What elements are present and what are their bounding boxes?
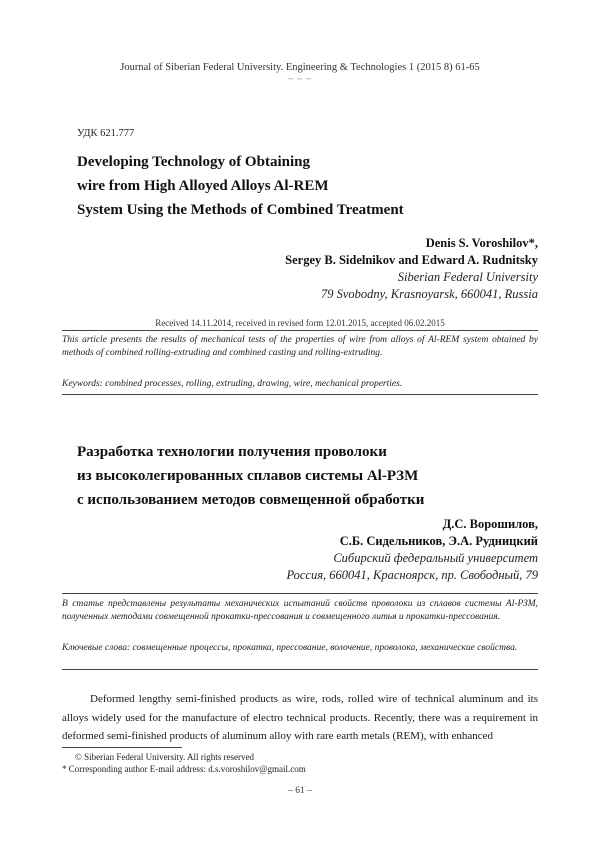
russian-affiliation-line: Сибирский федеральный университет: [333, 551, 538, 565]
russian-author-line: С.Б. Сидельников, Э.А. Рудницкий: [339, 534, 538, 548]
english-authors: [285, 235, 538, 303]
russian-authors: [286, 516, 538, 584]
corresponding-author-footnote: * Corresponding author E-mail address: d.s.voroshilov@gmail.com: [62, 764, 306, 774]
english-author-line: Denis S. Voroshilov*,: [425, 236, 538, 250]
russian-keywords: Ключевые слова: совмещенные процессы, прокатка, прессование, волочение, проволока, механические свойства.: [62, 643, 518, 653]
page-number: – 61 –: [288, 786, 312, 796]
copyright-footnote: © Siberian Federal University. All rights reserved: [75, 752, 254, 762]
russian-affiliation-line: Россия, 660041, Красноярск, пр. Свободный, 79: [286, 568, 538, 582]
body-paragraph: Deformed lengthy semi-finished products as wire, rods, rolled wire of technical aluminum and its alloys widely used for the manufacture of electro technical products. Recently, there was a requirement in deformed semi-finished products of aluminum alloy with rare earth metals (REM), with enhanced: [62, 693, 538, 742]
russian-author-line: Д.С. Ворошилов,: [442, 517, 538, 531]
russian-title-line: из высоколегированных сплавов системы Al-РЗМ: [77, 468, 419, 484]
russian-title: [77, 440, 424, 512]
divider: [62, 669, 538, 670]
russian-title-line: Разработка технологии получения проволоки: [77, 444, 387, 460]
divider: [62, 593, 538, 594]
russian-abstract: В статье представлены результаты механических испытаний свойств проволоки из сплавов системы Al-РЗМ, полученных методами совмещенной прокатки-прессования и совмещенного литья и прокатки-прессования.: [62, 599, 538, 622]
english-title: [77, 150, 404, 222]
footnote-divider: [62, 747, 182, 748]
english-author-line: Sergey B. Sidelnikov and Edward A. Rudnitsky: [285, 253, 538, 267]
english-keywords: Keywords: combined processes, rolling, extruding, drawing, wire, mechanical properties.: [62, 379, 403, 389]
received-dates: Received 14.11.2014, received in revised form 12.01.2015, accepted 06.02.2015: [155, 318, 445, 328]
english-abstract: This article presents the results of mechanical tests of the properties of wire from alloys of Al-REM system obtained by methods of combined rolling-extruding and combined casting and rolling-extruding.: [62, 335, 538, 358]
divider: [62, 394, 538, 395]
journal-header: Journal of Siberian Federal University. Engineering & Technologies 1 (2015 8) 61-65: [120, 62, 480, 73]
english-title-line: System Using the Methods of Combined Treatment: [77, 202, 404, 218]
russian-title-line: с использованием методов совмещенной обработки: [77, 492, 425, 508]
divider: [62, 330, 538, 331]
header-ornament: ~ ~ ~: [287, 74, 313, 84]
english-affiliation-line: 79 Svobodny, Krasnoyarsk, 660041, Russia: [320, 287, 538, 301]
english-affiliation-line: Siberian Federal University: [397, 270, 538, 284]
udk-code: УДК 621.777: [77, 128, 135, 139]
english-title-line: wire from High Alloyed Alloys Al-REM: [77, 178, 329, 194]
english-title-line: Developing Technology of Obtaining: [77, 154, 310, 170]
